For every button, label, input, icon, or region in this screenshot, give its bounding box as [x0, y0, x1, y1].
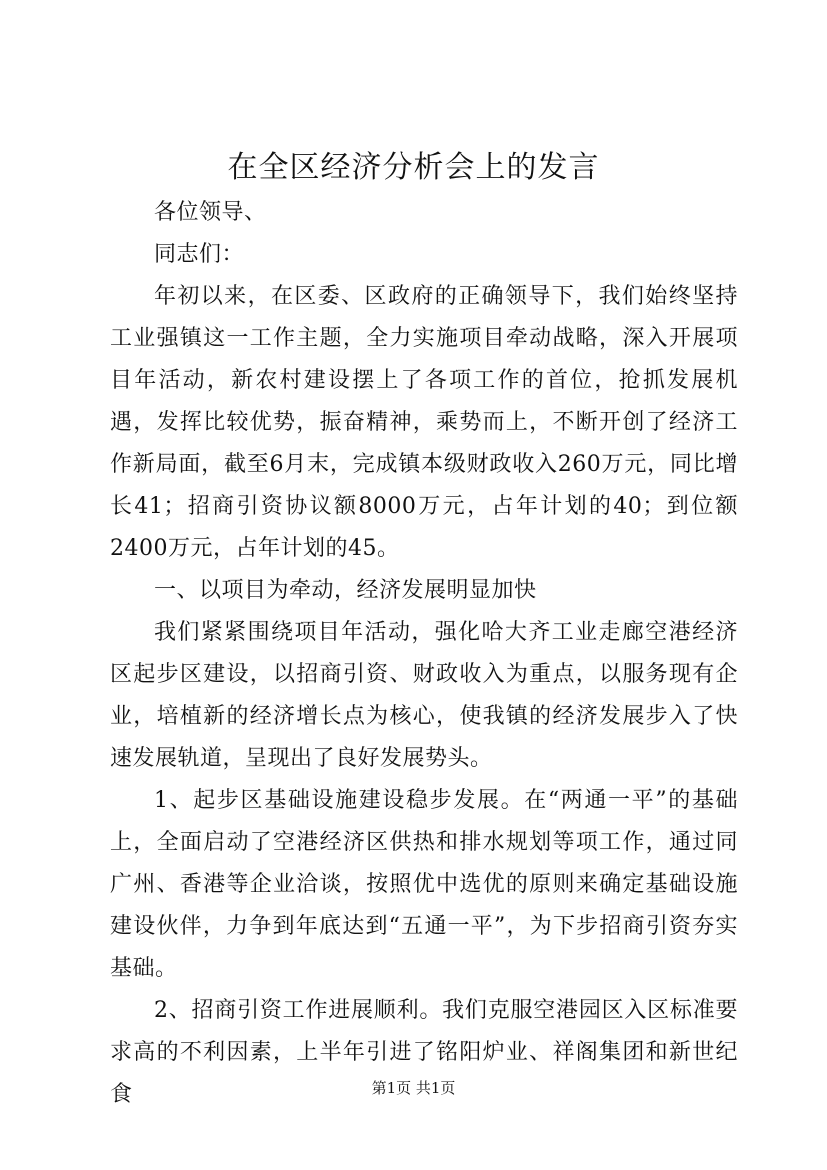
item-2-paragraph: 2、招商引资工作进展顺利。我们克服空港园区入区标准要求高的不利因素，上半年引进了铭阳炉业、祥阁集团和新世纪食 [110, 998, 738, 1107]
section-heading-1: 一、以项目为牵动，经济发展明显加快 [154, 578, 537, 603]
intro-paragraph: 年初以来，在区委、区政府的正确领导下，我们始终坚持工业强镇这一工作主题，全力实施项目牵动战略，深入开展项目年活动，新农村建设摆上了各项工作的首位，抢抓发展机遇，发挥比较优势，振奋精神，乘势而上，不断开创了经济工作新局面，截至6月末，完成镇本级财政收入260万元，同比增长41；招商引资协议额8000万元，占年计划的40；到位额2400万元，占年计划的45。 [110, 284, 738, 561]
document-title: 在全区经济分析会上的发言 [227, 150, 600, 185]
item-1-paragraph: 1、起步区基础设施建设稳步发展。在“两通一平”的基础上，全面启动了空港经济区供热和排水规划等项工作，通过同广州、香港等企业洽谈，按照优中选优的原则来确定基础设施建设伙伴，力争到年底达到“五通一平”，为下步招商引资夯实基础。 [110, 788, 738, 981]
salutation-leaders: 各位领导、 [154, 200, 267, 225]
document-body [110, 192, 738, 1116]
page-number-footer: 第1页 共1页 [371, 1079, 456, 1097]
salutation-comrades: 同志们： [154, 242, 245, 267]
section-1-paragraph: 我们紧紧围绕项目年活动，强化哈大齐工业走廊空港经济区起步区建设，以招商引资、财政收入为重点，以服务现有企业，培植新的经济增长点为核心，使我镇的经济发展步入了快速发展轨道，呈现出了良好发展势头。 [110, 620, 738, 771]
